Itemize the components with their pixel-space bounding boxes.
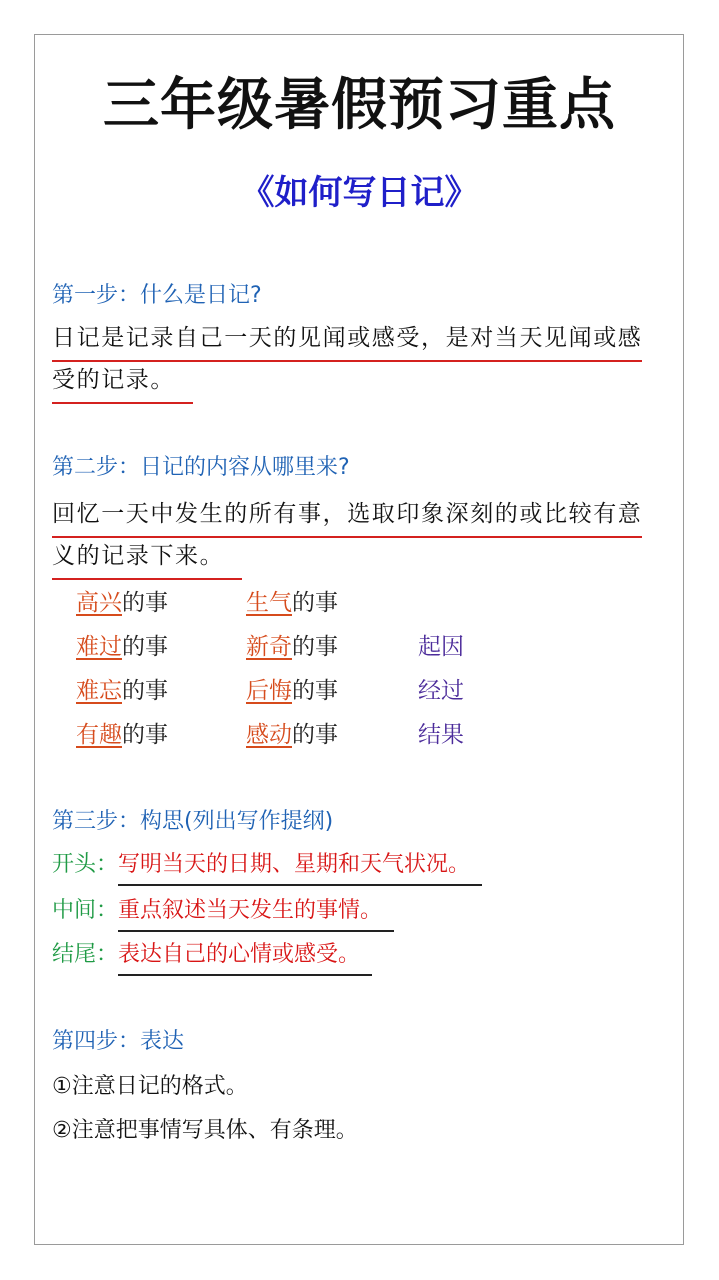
- step2-line1-text: 回忆一天中发生的所有事，选取印象深刻的或比较有意: [52, 496, 642, 538]
- step2-heading: 第二步：日记的内容从哪里来?: [52, 455, 350, 480]
- emotion-row-3-a: [76, 674, 168, 708]
- emotion-suffix: 的事: [292, 678, 338, 704]
- outline-label: 结尾：: [52, 942, 119, 967]
- outline-label: 开头：: [52, 852, 119, 877]
- page-title: 三年级暑假预习重点: [103, 72, 616, 138]
- emotion-suffix: 的事: [122, 590, 168, 616]
- emotion-word: 高兴: [76, 590, 122, 616]
- emotion-row-1-b: [246, 586, 338, 620]
- emotion-suffix: 的事: [292, 722, 338, 748]
- emotion-word: 难过: [76, 634, 122, 660]
- emotion-row-2-a: [76, 630, 168, 664]
- outline-text: 表达自己的心情或感受。: [118, 938, 372, 976]
- step1-text-line2: [52, 362, 193, 404]
- outline-text: 重点叙述当天发生的事情。: [118, 894, 394, 932]
- outline-item-opening: [52, 848, 482, 886]
- emotion-word: 生气: [246, 590, 292, 616]
- emotion-row-4-a: [76, 718, 168, 752]
- emotion-word: 难忘: [76, 678, 122, 704]
- structure-label-result: 结果: [418, 722, 464, 748]
- step1-heading: 第一步：什么是日记?: [52, 283, 262, 308]
- structure-label-process: 经过: [418, 678, 464, 704]
- emotion-suffix: 的事: [292, 634, 338, 660]
- step2-text-line1: [52, 496, 642, 538]
- step1-line1-text: 日记是记录自己一天的见闻或感受，是对当天见闻或感: [52, 320, 642, 362]
- page-subtitle: 《如何写日记》: [240, 173, 479, 213]
- step2-text-line2: [52, 538, 242, 580]
- step1-text-line1: [52, 320, 642, 362]
- outline-item-middle: [52, 894, 394, 932]
- step2-line2-text: 义的记录下来。: [52, 538, 242, 580]
- emotion-word: 新奇: [246, 634, 292, 660]
- step3-heading: 第三步：构思(列出写作提纲): [52, 809, 334, 834]
- step1-line2-text: 受的记录。: [52, 362, 193, 404]
- structure-label-cause: 起因: [418, 634, 464, 660]
- emotion-word: 后悔: [246, 678, 292, 704]
- emotion-row-1-a: [76, 586, 168, 620]
- outline-label: 中间：: [52, 898, 119, 923]
- emotion-row-4-b: [246, 718, 338, 752]
- emotion-row-2-b: [246, 630, 338, 664]
- emotion-suffix: 的事: [122, 634, 168, 660]
- step4-item-1: ①注意日记的格式。: [52, 1074, 248, 1099]
- step4-heading: 第四步：表达: [52, 1029, 185, 1054]
- emotion-row-3-b: [246, 674, 338, 708]
- outline-text: 写明当天的日期、星期和天气状况。: [118, 848, 482, 886]
- emotion-word: 感动: [246, 722, 292, 748]
- emotion-suffix: 的事: [122, 678, 168, 704]
- outline-item-ending: [52, 938, 372, 976]
- emotion-suffix: 的事: [292, 590, 338, 616]
- emotion-suffix: 的事: [122, 722, 168, 748]
- step4-item-2: ②注意把事情写具体、有条理。: [52, 1118, 358, 1143]
- emotion-word: 有趣: [76, 722, 122, 748]
